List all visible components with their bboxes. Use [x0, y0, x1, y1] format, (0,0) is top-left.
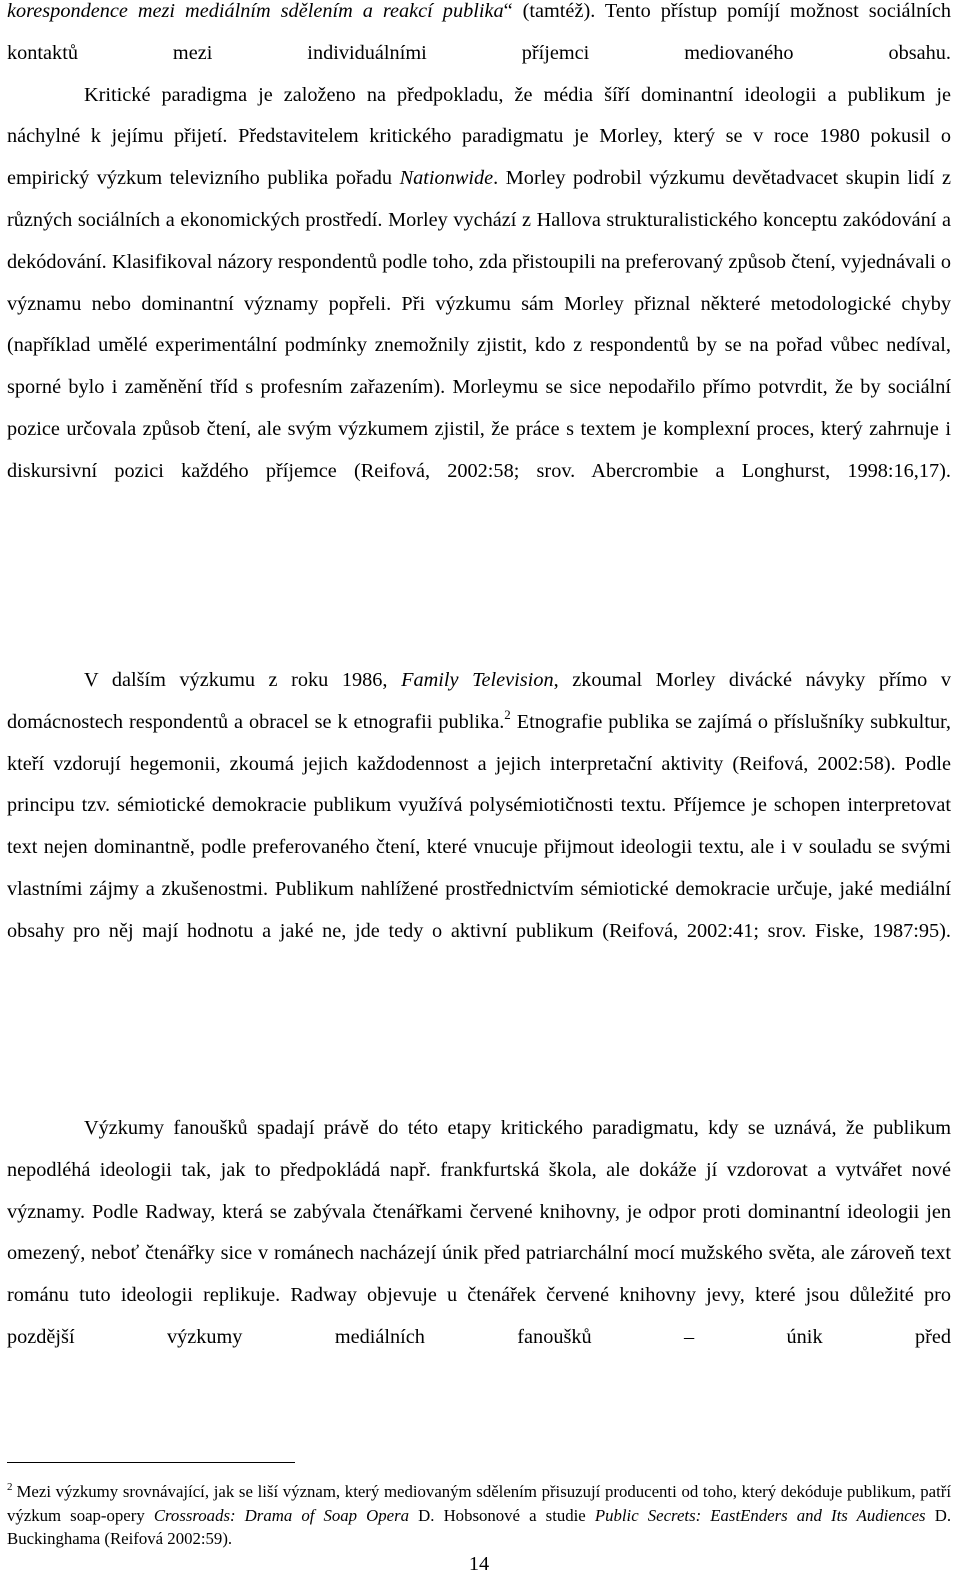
text-run: Výzkumy fanoušků spadají právě do této etapy kritického paradigmatu, kdy se uznává, že publikum nepodléhá ideologii tak, jak to předpokládá např. frankfurtská škola, ale dokáže jí vzdorovat a vytvářet nové významy. Podle Radway, která se zabývala čtenářkami červené knihovny, je odpor proti dominantní ideologii jen omezený, neboť čtenářky sice v románech nacházejí únik před patriarchální mocí mužského světa, ale zároveň text románu tuto ideologii replikuje. Radway objevuje u čtenářek červené knihovny jevy, které jsou důležité pro pozdější výzkumy mediálních fanoušků – únik před [7, 1117, 951, 1348]
text-run: Mezi výzkumy srovnávající, jak se liší význam, který mediovaným sdělením přisuzují producenti od toho, který dekóduje publikum, patří výzkum soap-opery [7, 1482, 951, 1525]
italic-phrase: korespondence mezi mediálním sdělením a reakcí publika [7, 0, 504, 22]
paragraph-3 [7, 1108, 951, 1359]
page-number: 14 [468, 1553, 490, 1575]
paragraph-1 [7, 0, 951, 493]
italic-title: Public Secrets: EastEnders and Its Audiences [594, 1505, 926, 1525]
italic-title: Nationwide [399, 167, 494, 190]
text-run: , zkoumal Morley divácké návyky přímo v domácnostech respondentů a obracel se k etnografii publika. [7, 669, 951, 733]
paragraph-2 [7, 660, 951, 953]
italic-title: Family Television [401, 669, 554, 691]
text-run: D. Buckinghama (Reifová 2002:59). [7, 1505, 952, 1548]
footnote [7, 1476, 951, 1551]
italic-title: Crossroads: Drama of Soap Opera [153, 1505, 410, 1525]
text-run: V dalším výzkumu z roku 1986, [84, 669, 402, 691]
text-run: . Morley podrobil výzkumu devětadvacet skupin lidí z různých sociálních a ekonomických prostředí. Morley vychází z Hallova strukturalistického konceptu zakódování a dekódování. Klasifikoval názory respondentů podle toho, zda přistoupili na preferovaný způsob čtení, vyjednávali o významu nebo dominantní významy popřeli. Při výzkumu sám Morley přiznal některé metodologické chyby (například umělé experimentální podmínky znemožnily zjistit, kdo z respondentů by se na pořad vůbec nedíval, sporné bylo i zaměnění tříd s profesním zařazením). Morleymu se sice nepodařilo přímo potvrdit, že by sociální pozice určovala způsob čtení, ale svým výzkumem zjistil, že práce s textem je komplexní proces, který zahrnuje i diskursivní pozici každého příjemce (Reifová, 2002:58; srov. Abercrombie a Longhurst, 1998:16,17). [7, 167, 951, 482]
document-page [7, 0, 951, 1583]
text-run: Kritické paradigma je založeno na předpokladu, že média šíří dominantní ideologii a publikum je náchylné k jejímu přijetí. Představitelem kritického paradigmatu je Morley, který se v roce 1980 pokusil o empirický výzkum televizního publika pořadu [7, 83, 951, 190]
footnote-reference: 2 [504, 706, 511, 722]
footnote-separator [7, 1462, 295, 1463]
footnote-mark: 2 [7, 1481, 13, 1493]
text-run: D. Hobsonové a studie [409, 1505, 595, 1525]
text-run: “ (tamtéž). Tento přístup pomíjí možnost sociálních kontaktů mezi individuálními příjemci mediovaného obsahu. [7, 0, 952, 64]
text-run: Etnografie publika se zajímá o příslušníky subkultur, kteří vzdorují hegemonii, zkoumá jejich každodennost a jejich interpretační aktivity (Reifová, 2002:58). Podle principu tzv. sémiotické demokracie publikum využívá polysémiotičnosti textu. Příjemce je schopen interpretovat text nejen dominantně, podle preferovaného čtení, které vnucuje přijmout ideologii textu, ale i v souladu se svými vlastními zájmy a zkušenostmi. Publikum nahlížené prostřednictvím sémiotické demokracie určuje, jaké mediální obsahy pro něj mají hodnotu a jaké ne, jde tedy o aktivní publikum (Reifová, 2002:41; srov. Fiske, 1987:95). [7, 710, 951, 942]
